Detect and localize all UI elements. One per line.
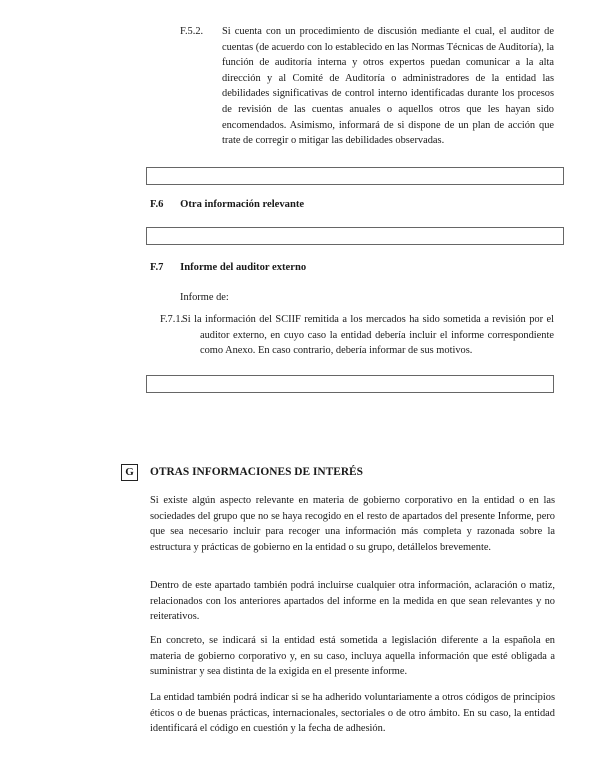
f6-title: Otra información relevante (180, 199, 305, 210)
f6-answer-box[interactable] (146, 227, 564, 245)
f6-number: F.6 (150, 199, 164, 210)
f7-title: Informe del auditor externo (180, 262, 307, 273)
f7-number: F.7 (150, 262, 164, 273)
section-g-paragraph-3: En concreto, se indicará si la entidad está sometida a legislación diferente a la española en materia de gobierno corporativo y, en su caso, incluya aquella información que esté obligada a suministrar y sea distinta de la exigida en el presente informe. (150, 635, 555, 678)
f52-answer-box[interactable] (146, 167, 564, 185)
section-g-paragraph-2: Dentro de este apartado también podrá incluirse cualquier otra información, aclaración o matiz, relacionados con los anteriores apartados del informe en la medida en que sean relevantes y no reiterativos. (150, 580, 555, 623)
f71-number: F.7.1. (160, 314, 184, 325)
f71-text: Si la información del SCIIF remitida a los mercados ha sido sometida a revisión por el auditor externo, en cuyo caso la entidad debería incluir el informe correspondiente como Anexo. En caso contrario, debería informar de sus motivos. (182, 314, 554, 357)
f71-answer-box[interactable] (146, 375, 554, 393)
f52-item (180, 24, 554, 149)
f7-subtitle: Informe de: (180, 292, 229, 303)
section-g-letter-box: G (121, 464, 138, 481)
f6-heading (150, 199, 304, 210)
section-g-title: OTRAS INFORMACIONES DE INTERÉS (150, 466, 363, 478)
section-g-paragraph-1: Si existe algún aspecto relevante en materia de gobierno corporativo en la entidad o en las sociedades del grupo que no se haya recogido en el resto de apartados del presente Informe, pero que sea necesario incluir para recoger una información más completa y razonada sobre la estructura y prácticas de gobierno en la entidad o su grupo, detállelos brevemente. (150, 495, 555, 553)
f7-heading (150, 262, 306, 273)
f71-item (160, 312, 554, 359)
f52-text: Si cuenta con un procedimiento de discusión mediante el cual, el auditor de cuentas (de acuerdo con lo establecido en las Normas Técnicas de Auditoría), la función de auditoría interna y otros expertos puedan comunicar a la alta dirección y al Comité de Auditoría o administradores de la entidad las debilidades significativas de control interno identificadas durante los procesos de revisión de las cuentas anuales o aquellos otros que les hayan sido encomendados. Asimismo, informará de si dispone de un plan de acción que trate de corregir o mitigar las debilidades observadas. (222, 26, 554, 147)
section-g-paragraph-4: La entidad también podrá indicar si se ha adherido voluntariamente a otros códigos de principios éticos o de buenas prácticas, internacionales, sectoriales o de otro ámbito. En su caso, la entidad identificará el código en cuestión y la fecha de adhesión. (150, 692, 555, 735)
f52-number: F.5.2. (180, 26, 204, 37)
